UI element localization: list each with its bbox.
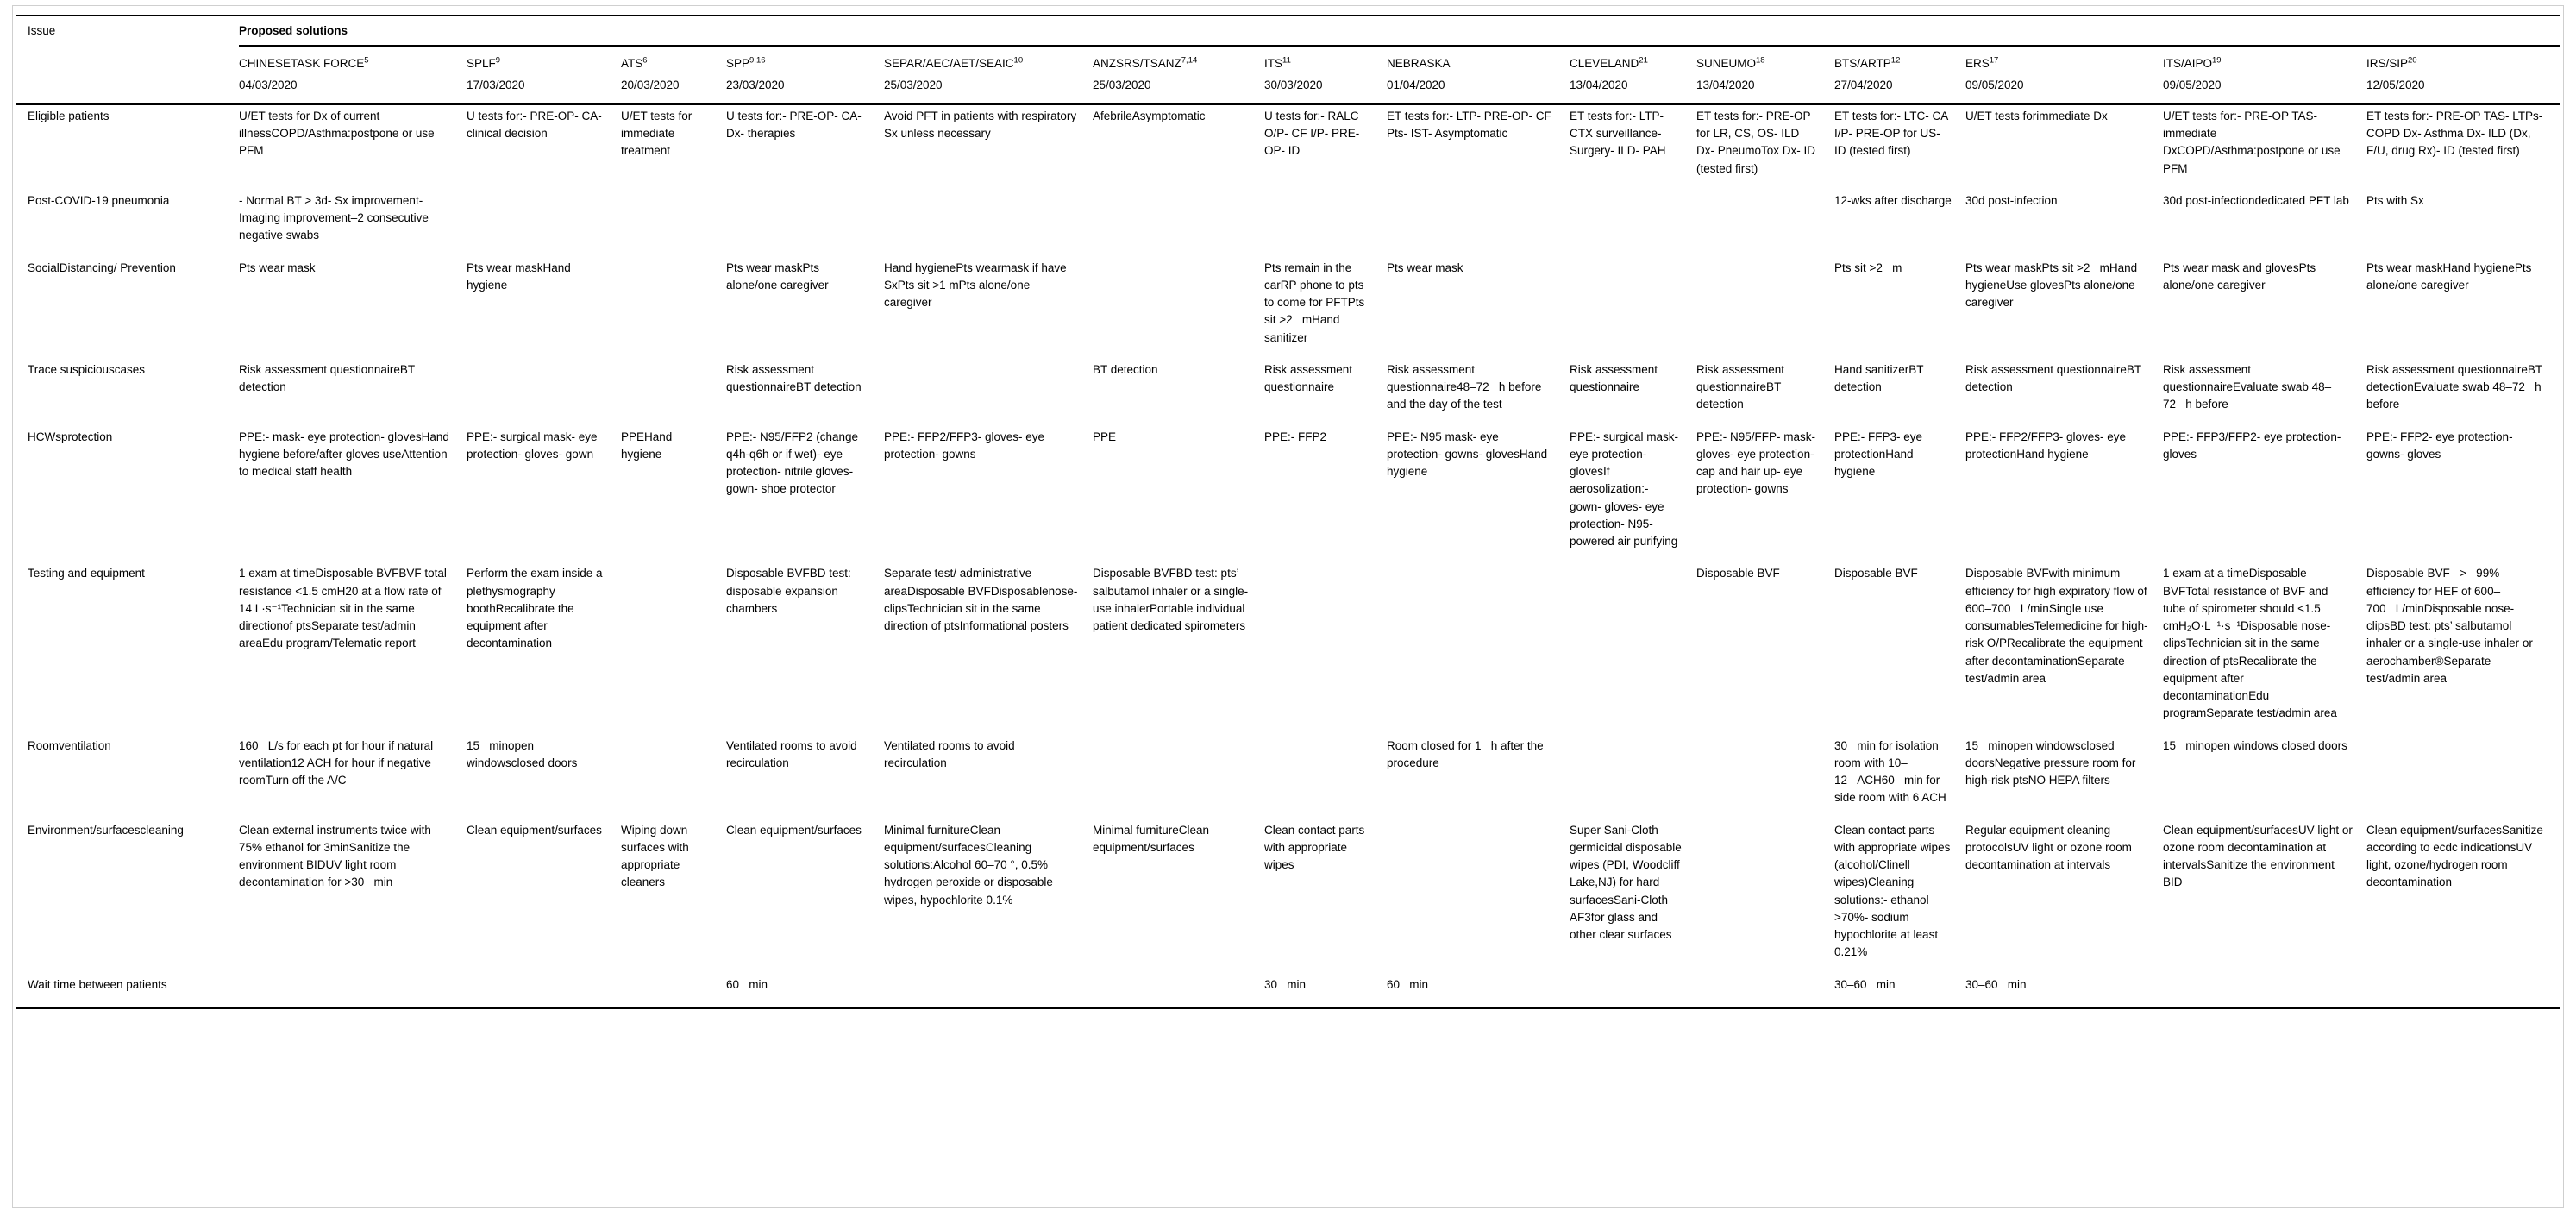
table-header	[16, 16, 2560, 104]
table-cell	[1093, 974, 1264, 1008]
table-cell: Disposable BVF	[1696, 567, 1780, 580]
table-row	[16, 974, 2560, 1008]
table-row	[16, 562, 2560, 734]
table-row	[16, 104, 2560, 190]
table-cell	[1387, 819, 1570, 974]
table-cell: Risk assessment questionnaireBT detection	[239, 362, 415, 393]
table-cell	[467, 190, 621, 257]
org-column-header	[884, 46, 1093, 72]
org-reference-superscript: 9	[495, 55, 501, 66]
table-cell	[884, 190, 1093, 257]
table-cell: Ventilated rooms to avoid recirculation	[884, 738, 1015, 769]
table-cell: PPE:- mask- eye protection- glovesHand hygiene before/after gloves useAttention to medical staff health	[239, 430, 449, 478]
table-cell: Pts remain in the carRP phone to pts to come for PFTPts sit >2 mHand sanitizer	[1264, 260, 1365, 344]
table-cell: PPE:- N95 mask- eye protection- gowns- glovesHand hygiene	[1387, 430, 1548, 478]
org-name: SPP	[726, 57, 750, 71]
table-cell: 30d post-infectiondedicated PFT lab	[2163, 193, 2349, 207]
table-cell: Separate test/ administrative areaDisposable BVFDisposablenose-clipsTechnician sit in the same direction of ptsInformational posters	[884, 567, 1078, 632]
table-cell: BT detection	[1093, 362, 1158, 376]
organization-header-row	[16, 46, 2560, 72]
table-cell: ET tests for:- LTP- PRE-OP- CF Pts- IST- Asymptomatic	[1387, 109, 1551, 140]
org-column-header	[2366, 46, 2560, 72]
table-cell	[1093, 190, 1264, 257]
date-cell: 17/03/2020	[467, 73, 621, 104]
org-name: ITS/AIPO	[2163, 57, 2213, 71]
org-column-header	[1570, 46, 1696, 72]
table-cell: Pts wear maskPts alone/one caregiver	[726, 260, 829, 292]
table-cell	[621, 359, 726, 426]
org-reference-superscript: 10	[1013, 55, 1024, 66]
org-reference-superscript: 18	[1756, 55, 1765, 66]
org-column-header	[621, 46, 726, 72]
table-cell: PPE:- surgical mask- eye protection- gloves- gown	[467, 430, 598, 461]
table-cell: Minimal furnitureClean equipment/surfacesCleaning solutions:Alcohol 60–70 °, 0.5% hydrogen peroxide or disposable wipes, hypochlorite 0.1%	[884, 823, 1053, 907]
org-reference-superscript: 11	[1282, 55, 1291, 66]
table-row	[16, 257, 2560, 359]
table-cell: U/ET tests for Dx of current illnessCOPD/Asthma:postpone or use PFM	[239, 109, 435, 158]
table-row	[16, 735, 2560, 819]
table-cell	[1696, 190, 1834, 257]
issue-column-header: Issue	[16, 16, 239, 104]
table-cell: 15 minopen windows closed doors	[2163, 738, 2347, 752]
table-cell: Pts wear mask	[1387, 260, 1463, 274]
row-label: Eligible patients	[28, 109, 110, 122]
table-cell	[1387, 190, 1570, 257]
table-cell	[2163, 974, 2366, 1008]
date-cell: 09/05/2020	[2163, 73, 2366, 104]
table-cell: Risk assessment questionnaireBT detection	[1965, 362, 2141, 393]
table-cell: Avoid PFT in patients with respiratory Sx unless necessary	[884, 109, 1077, 140]
table-cell: PPE:- FFP2- eye protection- gowns- gloves	[2366, 430, 2513, 461]
org-name: NEBRASKA	[1387, 57, 1451, 71]
table-cell: PPEHand hygiene	[621, 430, 673, 461]
org-column-header	[1834, 46, 1965, 72]
org-reference-superscript: 21	[1639, 55, 1648, 66]
table-cell	[1570, 190, 1696, 257]
table-cell	[1696, 257, 1834, 359]
table-cell: Clean external instruments twice with 75% ethanol for 3minSanitize the environment BIDUV light room decontamination for >30 min	[239, 823, 431, 889]
org-name: CLEVELAND	[1570, 57, 1639, 71]
table-cell: Room closed for 1 h after the procedure	[1387, 738, 1544, 769]
table-cell: Clean equipment/surfacesSanitize according to ecdc indicationsUV light, ozone/hydrogen room decontamination	[2366, 823, 2543, 889]
org-name: CHINESETASK FORCE	[239, 57, 365, 71]
org-name: SPLF	[467, 57, 496, 71]
table-cell: PPE:- FFP2/FFP3- gloves- eye protectionHand hygiene	[1965, 430, 2127, 461]
table-cell: Clean contact parts with appropriate wipes (alcohol/Clinell wipes)Cleaning solutions:- ethanol >70%- sodium hypochlorite at least 0.21%	[1834, 823, 1951, 959]
table-cell: 1 exam at timeDisposable BVFBVF total resistance <1.5 cmH20 at a flow rate of 14 L·s⁻¹Technician sit in the same directionof ptsSeparate test/admin areaEdu program/Telematic report	[239, 567, 447, 650]
row-label: Roomventilation	[28, 738, 111, 752]
table-cell: Pts wear mask and glovesPts alone/one caregiver	[2163, 260, 2316, 292]
table-cell: Pts wear maskHand hygienePts alone/one caregiver	[2366, 260, 2532, 292]
table-cell: Disposable BVF > 99% efficiency for HEF of 600–700 L/minDisposable nose-clipsBD test: pts’ salbutamol inhaler or a single-use inhaler or aerochamber®Separate test/admin area	[2366, 567, 2533, 685]
table-cell: Risk assessment questionnaireBT detection	[726, 362, 862, 393]
org-name: SEPAR/AEC/AET/SEAIC	[884, 57, 1014, 71]
table-cell: 30 min	[1264, 977, 1307, 991]
table-cell: PPE:- N95/FFP- mask- gloves- eye protection- cap and hair up- eye protection- gowns	[1696, 430, 1816, 496]
table-cell	[467, 359, 621, 426]
table-row	[16, 819, 2560, 974]
table-cell: Risk assessment questionnaire	[1264, 362, 1353, 393]
table-cell: Wiping down surfaces with appropriate cleaners	[621, 823, 689, 889]
table-cell: Risk assessment questionnaire48–72 h before and the day of the test	[1387, 362, 1542, 411]
date-cell: 20/03/2020	[621, 73, 726, 104]
table-cell: 60 min	[726, 977, 768, 991]
table-cell: Disposable BVFBD test: disposable expansion chambers	[726, 567, 851, 615]
date-cell: 23/03/2020	[726, 73, 884, 104]
table-cell: PPE:- FFP3- eye protectionHand hygiene	[1834, 430, 1923, 478]
table-cell	[621, 974, 726, 1008]
date-cell: 01/04/2020	[1387, 73, 1570, 104]
org-name: SUNEUMO	[1696, 57, 1757, 71]
date-cell: 09/05/2020	[1965, 73, 2163, 104]
org-reference-superscript: 5	[364, 55, 369, 66]
table-cell: Regular equipment cleaning protocolsUV light or ozone room decontamination at intervals	[1965, 823, 2132, 871]
table-cell: PPE:- surgical mask- eye protection- glovesIf aerosolization:- gown- gloves- eye protection- N95- powered air purifying	[1570, 430, 1679, 548]
proposed-solutions-header: Proposed solutions	[239, 16, 2560, 46]
table-cell	[1696, 735, 1834, 819]
comparison-table	[16, 15, 2560, 1009]
table-cell: 15 minopen windowsclosed doorsNegative pressure room for high-risk ptsNO HEPA filters	[1965, 738, 2136, 787]
table-cell: Clean equipment/surfaces	[467, 823, 602, 837]
table-cell	[621, 190, 726, 257]
table-cell: PPE:- FFP2	[1264, 430, 1327, 443]
org-name: ITS	[1264, 57, 1283, 71]
table-cell: - Normal BT > 3d- Sx improvement- Imaging improvement–2 consecutive negative swabs	[239, 193, 429, 242]
date-cell: 25/03/2020	[884, 73, 1093, 104]
org-name: ERS	[1965, 57, 1990, 71]
row-label: Environment/surfacescleaning	[28, 823, 184, 837]
org-reference-superscript: 12	[1890, 55, 1901, 66]
table-cell: Pts wear mask	[239, 260, 316, 274]
group-header-row	[16, 16, 2560, 46]
table-cell	[1696, 819, 1834, 974]
org-column-header	[239, 46, 467, 72]
row-label: Trace suspiciouscases	[28, 362, 146, 376]
table-cell	[1570, 974, 1696, 1008]
table-cell: U tests for:- RALC O/P- CF I/P- PRE-OP- ID	[1264, 109, 1360, 158]
org-reference-superscript: 9,16	[749, 55, 766, 66]
row-label: Testing and equipment	[28, 567, 145, 580]
table-cell	[621, 562, 726, 734]
table-cell	[2366, 974, 2560, 1008]
table-cell: Pts with Sx	[2366, 193, 2424, 207]
table-cell: 30 min for isolation room with 10–12 ACH60 min for side room with 6 ACH	[1834, 738, 1946, 805]
table-cell: U/ET tests for immediate treatment	[621, 109, 693, 158]
table-cell: ET tests for:- LTC- CA I/P- PRE-OP for US- ID (tested first)	[1834, 109, 1948, 158]
org-reference-superscript: 7,14	[1181, 55, 1198, 66]
org-column-header	[1965, 46, 2163, 72]
table-cell	[1093, 735, 1264, 819]
table-cell: Disposable BVFBD test: pts’ salbutamol inhaler or a single-use inhalerPortable individual patient dedicated spirometers	[1093, 567, 1249, 632]
org-reference-superscript: 19	[2212, 55, 2222, 66]
table-cell: U/ET tests for:- PRE-OP TAS- immediate DxCOPD/Asthma:postpone or use PFM	[2163, 109, 2341, 175]
org-name: BTS/ARTP	[1834, 57, 1891, 71]
table-cell: AfebrileAsymptomatic	[1093, 109, 1206, 122]
table-cell: Risk assessment questionnaireBT detection	[1696, 362, 1785, 411]
org-column-header	[1387, 46, 1570, 72]
table-cell	[1387, 562, 1570, 734]
org-reference-superscript: 20	[2408, 55, 2417, 66]
table-cell	[1570, 735, 1696, 819]
org-name: IRS/SIP	[2366, 57, 2409, 71]
table-cell: 30–60 min	[1965, 977, 2027, 991]
org-column-header	[2163, 46, 2366, 72]
table-cell	[1264, 562, 1387, 734]
table-cell: Clean equipment/surfaces	[726, 823, 862, 837]
table-cell: Perform the exam inside a plethysmography boothRecalibrate the equipment after decontamination	[467, 567, 603, 650]
table-cell	[2366, 735, 2560, 819]
org-name: ATS	[621, 57, 643, 71]
table-row	[16, 359, 2560, 426]
table-cell: Hand sanitizerBT detection	[1834, 362, 1924, 393]
table-cell: PPE:- N95/FFP2 (change q4h-q6h or if wet)- eye protection- nitrile gloves- gown- shoe protector	[726, 430, 859, 496]
table-cell: U/ET tests forimmediate Dx	[1965, 109, 2108, 122]
org-reference-superscript: 17	[1989, 55, 1999, 66]
table-cell	[1264, 190, 1387, 257]
table-cell	[1696, 974, 1834, 1008]
table-cell: 30d post-infection	[1965, 193, 2058, 207]
table-cell: Clean contact parts with appropriate wipes	[1264, 823, 1365, 871]
table-cell: Disposable BVFwith minimum efficiency for high expiratory flow of 600–700 L/minSingle use consumablesTelemedicine for high-risk O/PRecalibrate the equipment after decontaminationSeparate test/admin area	[1965, 567, 2148, 685]
table-cell: Pts wear maskPts sit >2 mHand hygieneUse glovesPts alone/one caregiver	[1965, 260, 2138, 309]
table-cell	[1264, 735, 1387, 819]
org-column-header	[1696, 46, 1834, 72]
table-cell: Risk assessment questionnaireBT detectionEvaluate swab 48–72 h before	[2366, 362, 2542, 411]
table-cell: 60 min	[1387, 977, 1429, 991]
table-row	[16, 190, 2560, 257]
table-cell: 30–60 min	[1834, 977, 1896, 991]
table-cell: 160 L/s for each pt for hour if natural ventilation12 ACH for hour if negative roomTurn off the A/C	[239, 738, 434, 787]
table-cell: 15 minopen windowsclosed doors	[467, 738, 578, 769]
table-cell: Risk assessment questionnaireEvaluate swab 48–72 h before	[2163, 362, 2332, 411]
table-cell	[239, 974, 467, 1008]
table-cell	[467, 974, 621, 1008]
table-cell: Minimal furnitureClean equipment/surfaces	[1093, 823, 1210, 854]
table-sheet	[12, 5, 2564, 1208]
table-cell: ET tests for:- PRE-OP TAS- LTPs- COPD Dx- Asthma Dx- ILD (Dx, F/U, drug Rx)- ID (tested first)	[2366, 109, 2543, 158]
date-cell: 27/04/2020	[1834, 73, 1965, 104]
date-cell: 13/04/2020	[1696, 73, 1834, 104]
row-label: Post-COVID-19 pneumonia	[28, 193, 170, 207]
table-cell: PPE:- FFP3/FFP2- eye protection- gloves	[2163, 430, 2341, 461]
table-cell: ET tests for:- LTP- CTX surveillance- Surgery- ILD- PAH	[1570, 109, 1666, 158]
table-cell	[884, 974, 1093, 1008]
table-cell	[621, 257, 726, 359]
org-column-header	[726, 46, 884, 72]
table-cell: Clean equipment/surfacesUV light or ozone room decontamination at intervalsSanitize the environment BID	[2163, 823, 2353, 889]
org-column-header	[1093, 46, 1264, 72]
table-cell	[1570, 562, 1696, 734]
org-column-header	[467, 46, 621, 72]
table-body	[16, 104, 2560, 1008]
row-label: HCWsprotection	[28, 430, 113, 443]
table-cell: Ventilated rooms to avoid recirculation	[726, 738, 857, 769]
org-name: ANZSRS/TSANZ	[1093, 57, 1181, 71]
table-cell: PPE:- FFP2/FFP3- gloves- eye protection- gowns	[884, 430, 1045, 461]
table-row	[16, 426, 2560, 563]
table-cell	[621, 735, 726, 819]
table-cell: Risk assessment questionnaire	[1570, 362, 1658, 393]
table-cell: 1 exam at a timeDisposable BVFTotal resistance of BVF and tube of spirometer should <1.5 cmH₂O·L⁻¹·s⁻¹Disposable nose-clipsTechnician sit in the same direction of ptsRecalibrate the equipment after decontaminationEdu programSeparate test/admin area	[2163, 567, 2337, 720]
table-cell: ET tests for:- PRE-OP for LR, CS, OS- ILD Dx- PneumoTox Dx- ID (tested first)	[1696, 109, 1816, 175]
table-cell: PPE	[1093, 430, 1117, 443]
date-cell: 04/03/2020	[239, 73, 467, 104]
date-cell: 30/03/2020	[1264, 73, 1387, 104]
date-cell: 12/05/2020	[2366, 73, 2560, 104]
table-cell: Pts wear maskHand hygiene	[467, 260, 571, 292]
table-cell: U tests for:- PRE-OP- CA- clinical decision	[467, 109, 602, 140]
table-cell: Hand hygienePts wearmask if have SxPts sit >1 mPts alone/one caregiver	[884, 260, 1067, 309]
table-cell	[884, 359, 1093, 426]
table-cell	[726, 190, 884, 257]
table-cell: Pts sit >2 m	[1834, 260, 1902, 274]
table-cell: Super Sani-Cloth germicidal disposable wipes (PDI, Woodcliff Lake,NJ) for hard surfacesSani-Cloth AF3for glass and other clear surfaces	[1570, 823, 1682, 941]
table-cell: 12-wks after discharge	[1834, 193, 1952, 207]
org-column-header	[1264, 46, 1387, 72]
date-cell: 13/04/2020	[1570, 73, 1696, 104]
date-header-row	[16, 73, 2560, 104]
row-label: SocialDistancing/ Prevention	[28, 260, 176, 274]
table-cell	[1570, 257, 1696, 359]
table-cell	[1093, 257, 1264, 359]
org-reference-superscript: 6	[642, 55, 648, 66]
table-cell: Disposable BVF	[1834, 567, 1918, 580]
date-cell: 25/03/2020	[1093, 73, 1264, 104]
table-cell: U tests for:- PRE-OP- CA- Dx- therapies	[726, 109, 862, 140]
row-label: Wait time between patients	[28, 977, 167, 991]
